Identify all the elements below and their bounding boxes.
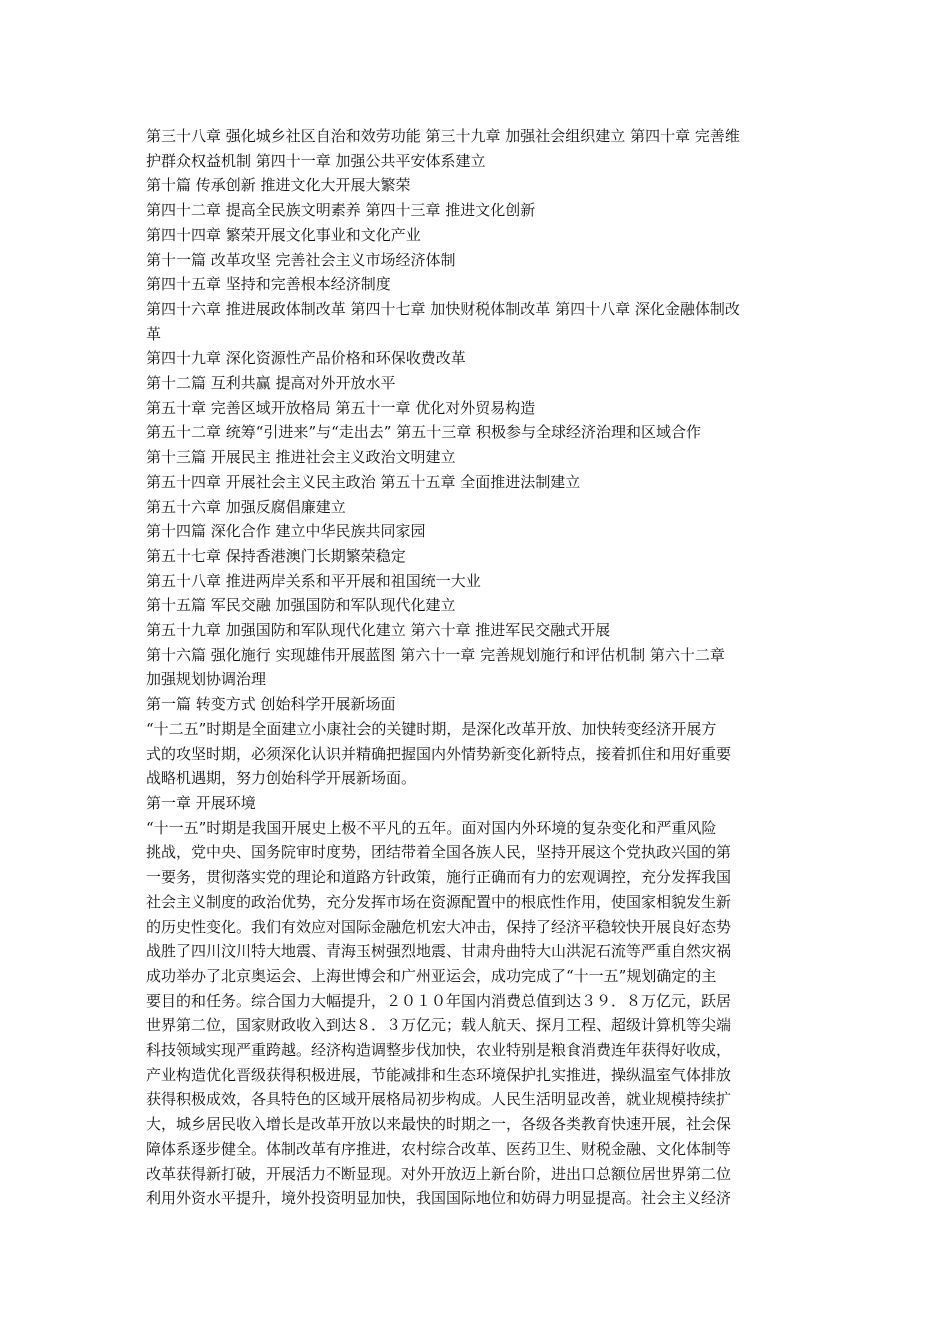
text-line: 一要务，贯彻落实党的理论和道路方针政策，施行正确而有力的宏观调控，充分发挥我国 — [146, 868, 732, 887]
text-line: 战略机遇期，努力创始科学开展新场面。 — [146, 769, 417, 788]
text-line: 第五十六章 加强反腐倡廉建立 — [146, 497, 346, 516]
text-line: 挑战，党中央、国务院审时度势，团结带着全国各族人民，坚持开展这个党执政兴国的第 — [146, 843, 732, 862]
text-line: 产业构造优化晋级获得积极进展，节能减排和生态环境保护扎实推进，操纵温室气体排放 — [146, 1065, 732, 1084]
text-line: 革 — [146, 324, 162, 343]
text-line: 世界第二位，国家财政收入到达８．３万亿元；载人航天、探月工程、超级计算机等尖端 — [146, 1016, 732, 1035]
text-line: 第三十八章 强化城乡社区自治和效劳功能 第三十九章 加强社会组织建立 第四十章 完善维 — [146, 127, 740, 145]
text-line: 战胜了四川汶川特大地震、青海玉树强烈地震、甘肃舟曲特大山洪泥石流等严重自然灾祸 — [146, 942, 732, 961]
text-line: 第四十二章 提高全民族文明素养 第四十三章 推进文化创新 — [146, 201, 536, 220]
text-line: 第五十四章 开展社会主义民主政治 第五十五章 全面推进法制建立 — [146, 472, 581, 491]
text-line: 改革获得新打破，开展活力不断显现。对外开放迈上新台阶，进出口总额位居世界第二位 — [146, 1164, 732, 1183]
text-line: 第一章 开展环境 — [146, 793, 256, 812]
text-line: 第十二篇 互利共赢 提高对外开放水平 — [146, 374, 396, 393]
text-line: 第四十九章 深化资源性产品价格和环保收费改革 — [146, 349, 466, 368]
text-line: 第五十章 完善区域开放格局 第五十一章 优化对外贸易构造 — [146, 398, 536, 417]
text-line: 式的攻坚时期，必须深化认识并精确把握国内外情势新变化新特点，接着抓住和用好重要 — [146, 744, 732, 763]
text-line: 第五十九章 加强国防和军队现代化建立 第六十章 推进军民交融式开展 — [146, 621, 611, 640]
text-line: 第四十五章 坚持和完善根本经济制度 — [146, 275, 391, 294]
text-line: 的历史性变化。我们有效应对国际金融危机宏大冲击，保持了经济平稳较快开展良好态势 — [146, 917, 732, 936]
text-line: 获得积极成效，各具特色的区域开展格局初步构成。人民生活明显改善，就业规模持续扩 — [146, 1090, 732, 1109]
text-line: 社会主义制度的政治优势，充分发挥市场在资源配置中的根底性作用，使国家相貌发生新 — [146, 892, 732, 911]
text-line: 第十六篇 强化施行 实现雄伟开展蓝图 第六十一章 完善规划施行和评估机制 第六十二章 — [146, 645, 725, 664]
text-line: 护群众权益机制 第四十一章 加强公共平安体系建立 — [146, 151, 486, 170]
text-line: 第四十四章 繁荣开展文化事业和文化产业 — [146, 225, 421, 244]
text-line: 第五十二章 统筹“引进来”与“走出去” 第五十三章 积极参与全球经济治理和区域合作 — [146, 423, 701, 442]
text-line: 大，城乡居民收入增长是改革开放以来最快的时期之一，各级各类教育快速开展，社会保 — [146, 1115, 732, 1134]
text-line: 利用外资水平提升，境外投资明显加快，我国国际地位和妨碍力明显提高。社会主义经济 — [146, 1189, 732, 1208]
text-line: “十一五”时期是我国开展史上极不平凡的五年。面对国内外环境的复杂变化和严重风险 — [146, 818, 717, 837]
text-line: 第十三篇 开展民主 推进社会主义政治文明建立 — [146, 448, 456, 467]
text-line: 第十一篇 改革攻坚 完善社会主义市场经济体制 — [146, 250, 456, 269]
text-line: 第十篇 传承创新 推进文化大开展大繁荣 — [146, 176, 411, 195]
text-line: “十二五”时期是全面建立小康社会的关键时期，是深化改革开放、加快转变经济开展方 — [146, 719, 717, 738]
text-line: 第十四篇 深化合作 建立中华民族共同家园 — [146, 522, 426, 541]
text-line: 成功举办了北京奥运会、上海世博会和广州亚运会，成功完成了“十一五”规划确定的主 — [146, 966, 717, 985]
document-body — [146, 124, 810, 1211]
text-line: 第五十八章 推进两岸关系和平开展和祖国统一大业 — [146, 571, 481, 590]
text-line: 第五十七章 保持香港澳门长期繁荣稳定 — [146, 546, 406, 565]
text-line: 科技领域实现严重跨越。经济构造调整步伐加快，农业特别是粮食消费连年获得好收成， — [146, 1041, 732, 1060]
text-line: 第四十六章 推进展政体制改革 第四十七章 加快财税体制改革 第四十八章 深化金融体制改 — [146, 299, 740, 318]
text-line: 第十五篇 军民交融 加强国防和军队现代化建立 — [146, 596, 456, 615]
text-line: 加强规划协调治理 — [146, 670, 267, 689]
text-line: 第一篇 转变方式 创始科学开展新场面 — [146, 695, 396, 714]
text-line: 要目的和任务。综合国力大幅提升，２０１０年国内消费总值到达３９．８万亿元，跃居 — [146, 991, 732, 1010]
text-line: 障体系逐步健全。体制改革有序推进，农村综合改革、医药卫生、财税金融、文化体制等 — [146, 1139, 732, 1158]
